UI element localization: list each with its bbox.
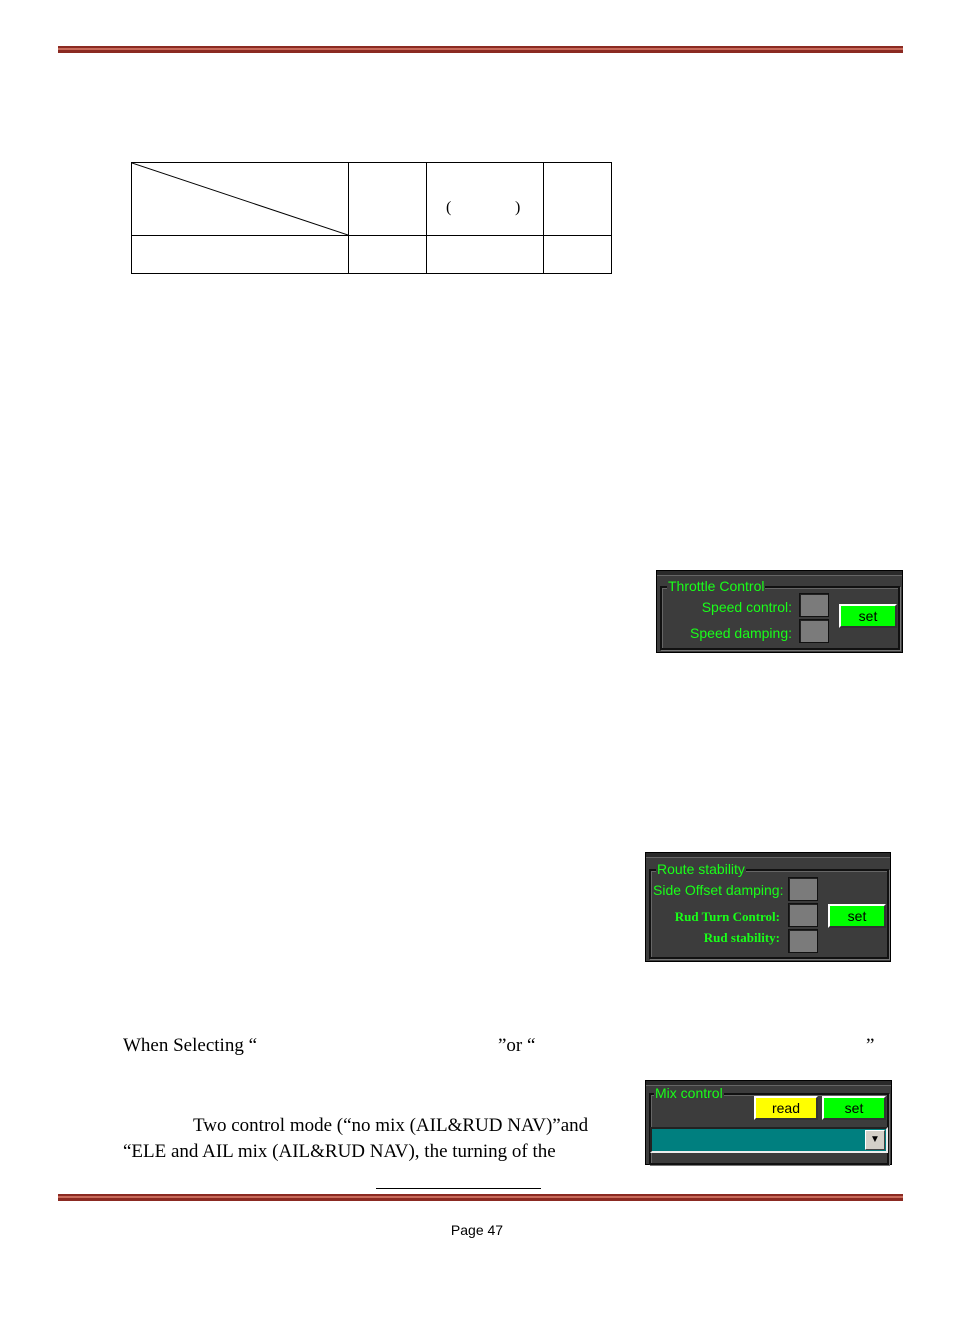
rud-stability-input[interactable]: [788, 929, 818, 953]
or-quote-text: ”or “: [498, 1035, 536, 1056]
table-row-cell-4: [543, 235, 612, 274]
rud-turn-control-label: Rud Turn Control:: [674, 909, 780, 924]
speed-damping-input[interactable]: [799, 619, 829, 643]
footnote-separator: [376, 1188, 541, 1189]
header-rule: [58, 46, 903, 53]
route-stability-title: Route stability: [657, 861, 745, 877]
paragraph-line-1: Two control mode (“no mix (AIL&RUD NAV)”and: [193, 1115, 589, 1136]
speed-damping-label: Speed damping:: [690, 625, 792, 641]
rud-stability-label: Rud stability:: [703, 930, 780, 945]
table-header-cell-4: [543, 162, 612, 236]
throttle-set-button[interactable]: set: [839, 604, 897, 628]
panel-top-strip: [657, 571, 902, 576]
table-row-cell-1: [131, 235, 349, 274]
speed-control-input[interactable]: [799, 593, 829, 617]
paren-close: ): [515, 199, 521, 216]
paragraph-line-2: “ELE and AIL mix (AIL&RUD NAV), the turning of the: [123, 1141, 556, 1162]
footer-rule: [58, 1194, 903, 1201]
parameter-table: [131, 162, 612, 274]
speed-control-label: Speed control:: [701, 599, 792, 615]
route-set-button[interactable]: set: [828, 904, 886, 928]
table-row-cell-3: [426, 235, 544, 274]
throttle-control-panel: [656, 570, 903, 653]
mix-control-panel: [645, 1080, 892, 1165]
mix-mode-dropdown[interactable]: [650, 1127, 888, 1153]
page-number: Page 47: [450, 1222, 504, 1238]
side-offset-damping-input[interactable]: [788, 877, 818, 901]
chevron-down-icon[interactable]: ▼: [865, 1130, 885, 1150]
table-corner-cell: [131, 162, 349, 236]
diagonal-line: [132, 163, 348, 235]
mix-read-button[interactable]: read: [754, 1096, 818, 1120]
paren-open: (: [446, 199, 452, 216]
panel-top-strip: [646, 853, 890, 858]
when-selecting-text: When Selecting “: [123, 1035, 258, 1056]
route-stability-panel: [645, 852, 891, 962]
close-quote-text: ”: [866, 1035, 875, 1056]
rud-turn-control-input[interactable]: [788, 903, 818, 927]
throttle-control-title: Throttle Control: [668, 578, 765, 594]
mix-set-button[interactable]: set: [822, 1096, 886, 1120]
table-header-cell-2: [348, 162, 427, 236]
mix-control-title: Mix control: [655, 1085, 723, 1101]
side-offset-damping-label: Side Offset damping:: [653, 882, 784, 898]
table-row-cell-2: [348, 235, 427, 274]
table-header-cell-3: [426, 162, 544, 236]
